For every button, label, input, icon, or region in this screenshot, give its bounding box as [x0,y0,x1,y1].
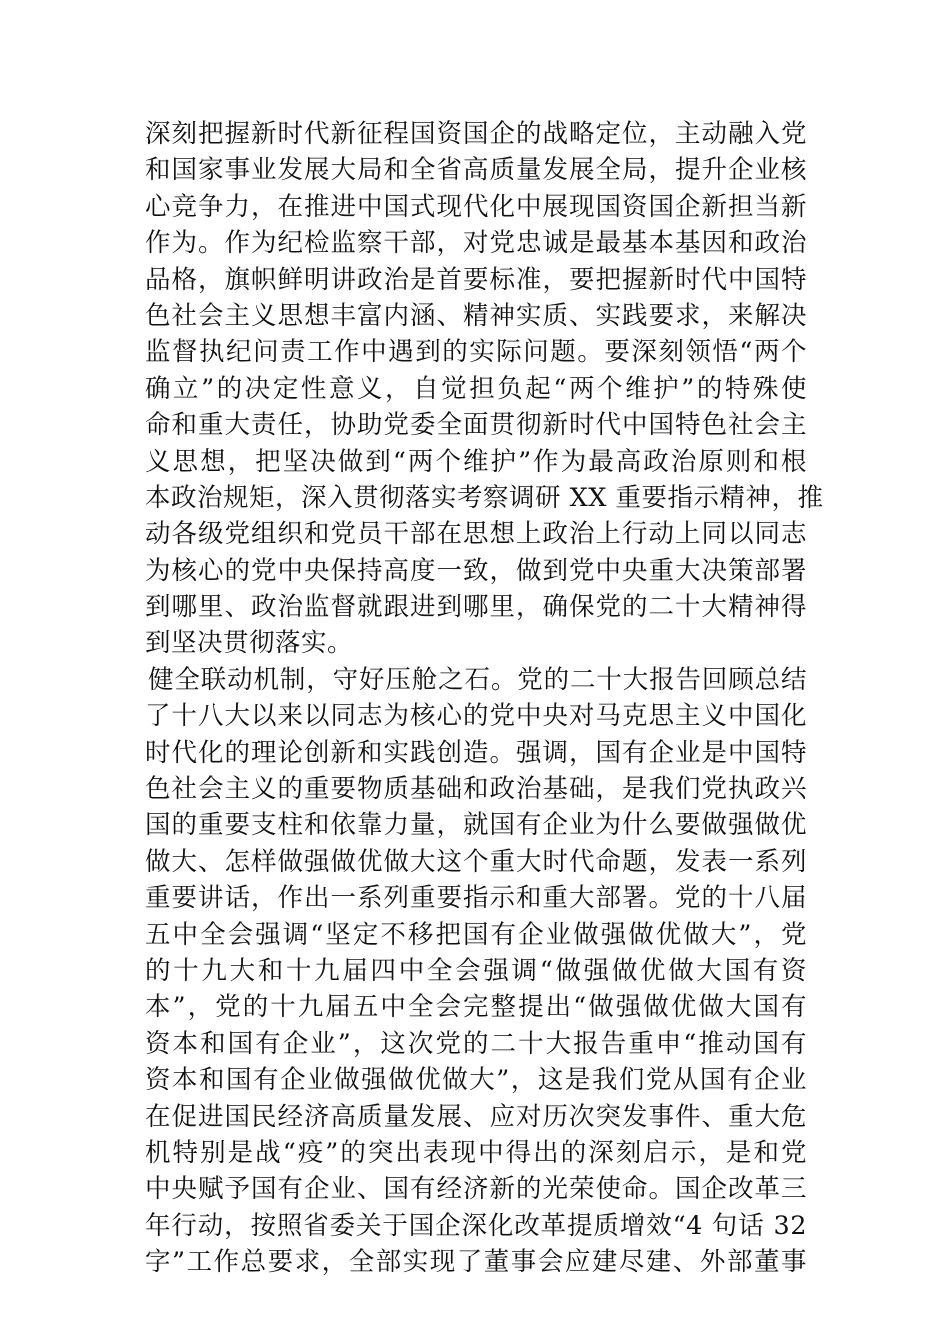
body-text [145,116,824,1281]
text-line: 色社会主义思想丰富内涵、精神实质、实践要求，来解决 [145,300,807,331]
text-line: 本”，党的十九届五中全会完整提出“做强做优做大国有 [145,992,807,1023]
text-line: 深刻把握新时代新征程国资国企的战略定位，主动融入党 [145,119,807,149]
text-line: 健全联动机制，守好压舱之石。党的二十大报告回顾总结 [148,664,807,695]
text-line: 到坚决贯彻落实。 [145,628,354,659]
text-line: 色社会主义的重要物质基础和政治基础，是我们党执政兴 [145,774,807,805]
text-line: 时代化的理论创新和实践创造。强调，国有企业是中国特 [145,737,807,768]
paragraph-2 [145,662,807,1281]
text-line: 本政治规矩，深入贯彻落实考察调研 XX 重要指示精神，推 [145,482,824,513]
text-line: 的十九大和十九届四中全会强调“做强做优做大国有资 [145,955,807,986]
text-line: 了十八大以来以同志为核心的党中央对马克思主义中国化 [145,701,807,732]
text-line: 确立”的决定性意义，自觉担负起“两个维护”的特殊使 [145,373,807,404]
text-line: 在促进国民经济高质量发展、应对历次突发事件、重大危 [145,1101,807,1132]
text-line: 做大、怎样做强做优做大这个重大时代命题，发表一系列 [145,846,807,877]
text-line: 中央赋予国有企业、国有经济新的光荣使命。国企改革三 [145,1174,807,1205]
text-line: 心竞争力，在推进中国式现代化中展现国资国企新担当新 [145,191,807,222]
text-line: 五中全会强调“坚定不移把国有企业做强做优做大”，党 [145,919,807,950]
paragraph-1 [145,116,824,662]
text-line: 年行动，按照省委关于国企深化改革提质增效“4 句话 32 [145,1210,807,1241]
text-line: 动各级党组织和党员干部在思想上政治上行动上同以同志 [145,519,807,550]
text-line: 品格，旗帜鲜明讲政治是首要标准，要把握新时代中国特 [145,264,807,295]
text-line: 到哪里、政治监督就跟进到哪里，确保党的二十大精神得 [145,592,807,623]
text-line: 和国家事业发展大局和全省高质量发展全局，提升企业核 [145,155,807,186]
text-line: 作为。作为纪检监察干部，对党忠诚是最基本基因和政治 [145,228,807,259]
text-line: 资本和国有企业做强做优做大”，这是我们党从国有企业 [145,1065,807,1096]
text-line: 机特别是战“疫”的突出表现中得出的深刻启示，是和党 [145,1137,807,1168]
text-line: 监督执纪问责工作中遇到的实际问题。要深刻领悟“两个 [145,337,807,368]
text-line: 命和重大责任，协助党委全面贯彻新时代中国特色社会主 [145,410,807,441]
text-line: 为核心的党中央保持高度一致，做到党中央重大决策部署 [145,555,807,586]
text-line: 国的重要支柱和依靠力量，就国有企业为什么要做强做优 [145,810,807,841]
text-line: 义思想，把坚决做到“两个维护”作为最高政治原则和根 [145,446,807,477]
text-line: 字”工作总要求，全部实现了董事会应建尽建、外部董事 [145,1247,807,1278]
text-line: 资本和国有企业”，这次党的二十大报告重申“推动国有 [145,1028,807,1059]
text-line: 重要讲话，作出一系列重要指示和重大部署。党的十八届 [145,883,807,914]
